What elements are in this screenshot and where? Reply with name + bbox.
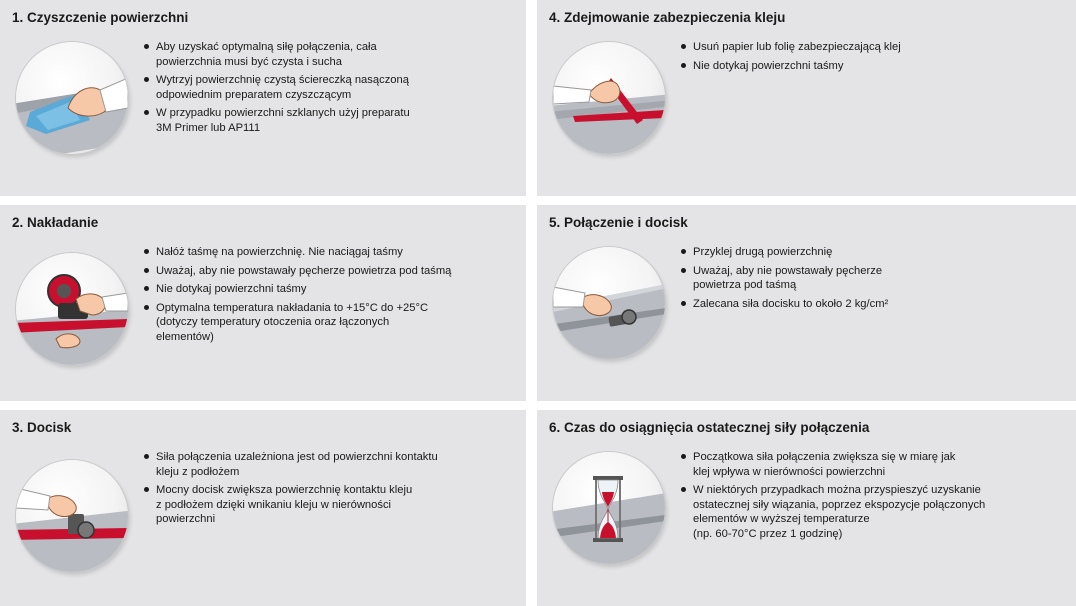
step-panel-joining: [537, 205, 1076, 401]
tape-dispenser-icon: [16, 253, 128, 365]
panel-title: 6. Czas do osiągnięcia ostatecznej siły połączenia: [549, 420, 870, 435]
cleaning-icon: [16, 42, 128, 154]
step-panel-curing-time: [537, 410, 1076, 606]
panel-title: 4. Zdejmowanie zabezpieczenia kleju: [549, 10, 786, 25]
step-panel-application: [0, 205, 526, 401]
bullet-item: W niektórych przypadkach można przyspieszyć uzyskanie ostatecznej siły wiązania, poprzez ekspozycje połączonych elementów w wyższej temperaturze (np. 60-70°C przez 1 godzinę): [679, 483, 985, 541]
hourglass-icon: [553, 452, 665, 564]
step-panel-liner-removal: [537, 0, 1076, 196]
bullet-item: Nie dotykaj powierzchni taśmy: [142, 282, 451, 297]
bullet-item: Usuń papier lub folię zabezpieczającą klej: [679, 40, 901, 55]
bullet-item: Zalecana siła docisku to około 2 kg/cm²: [679, 297, 888, 312]
bullet-list: [142, 245, 451, 348]
bullet-list: [679, 450, 985, 545]
bullet-item: Uważaj, aby nie powstawały pęcherze powietrza pod taśmą: [679, 264, 888, 293]
bullet-item: Nałóż taśmę na powierzchnię. Nie naciągaj taśmy: [142, 245, 451, 260]
bullet-item: W przypadku powierzchni szklanych użyj preparatu 3M Primer lub AP111: [142, 106, 410, 135]
step-panel-cleaning: [0, 0, 526, 196]
bullet-item: Aby uzyskać optymalną siłę połączenia, cała powierzchnia musi być czysta i sucha: [142, 40, 410, 69]
bullet-list: [679, 40, 901, 77]
bullet-list: [679, 245, 888, 315]
bullet-list: [142, 40, 410, 139]
liner-removal-icon: [553, 42, 665, 154]
bullet-item: Przyklej drugą powierzchnię: [679, 245, 888, 260]
panel-title: 2. Nakładanie: [12, 215, 99, 230]
bullet-item: Siła połączenia uzależniona jest od powierzchni kontaktu kleju z podłożem: [142, 450, 438, 479]
bullet-item: Początkowa siła połączenia zwiększa się w miarę jak klej wpływa w nierówności powierzchni: [679, 450, 985, 479]
bullet-item: Uważaj, aby nie powstawały pęcherze powietrza pod taśmą: [142, 264, 451, 279]
panel-title: 3. Docisk: [12, 420, 72, 435]
step-panel-pressing: [0, 410, 526, 606]
panel-title: 1. Czyszczenie powierzchni: [12, 10, 189, 25]
bullet-item: Optymalna temperatura nakładania to +15°C do +25°C (dotyczy temperatury otoczenia oraz łączonych elementów): [142, 301, 451, 345]
roller-press-icon: [16, 460, 128, 572]
bullet-item: Nie dotykaj powierzchni taśmy: [679, 59, 901, 74]
roller-join-icon: [553, 247, 665, 359]
bullet-item: Mocny docisk zwiększa powierzchnię kontaktu kleju z podłożem dzięki wnikaniu kleju w nierówności powierzchni: [142, 483, 438, 527]
panel-title: 5. Połączenie i docisk: [549, 215, 688, 230]
bullet-list: [142, 450, 438, 531]
bullet-item: Wytrzyj powierzchnię czystą ściereczką nasączoną odpowiednim preparatem czyszczącym: [142, 73, 410, 102]
